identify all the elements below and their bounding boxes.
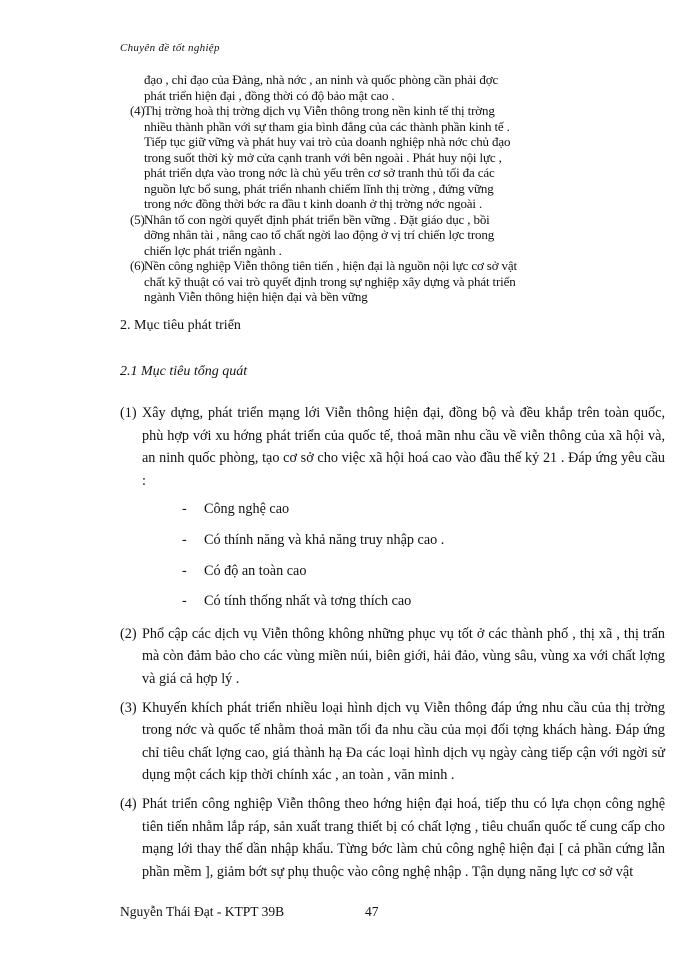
text-line: Nền công nghiệp Viễn thông tiên tiến , hiện đại là nguồn nội lực cơ sở vật	[144, 258, 517, 273]
objective-item-2	[120, 623, 665, 691]
text-line: nhiều thành phần với sự tham gia bình đẳng của các thành phần kinh tế .	[144, 118, 510, 134]
bullet-text: Công nghệ cao	[204, 501, 290, 518]
text-line: phát triển dựa vào trong nớc là chủ yếu trên cơ sở tranh thủ tối đa các	[144, 165, 495, 180]
paragraph: Khuyến khích phát triển nhiều loại hình dịch vụ Viễn thông đáp ứng nhu cầu của thị trờng trong nớc và quốc tế nhằm thoả mãn tối đa nhu cầu của mọi đối tợng khách hàng. Đáp ứng chỉ tiêu chất lợng cao, giá thành hạ Đa các loại hình dịch vụ ngày càng tiếp cận với ngời sử dụng một cách kịp thời chính xác , an toàn , văn minh .	[142, 699, 665, 784]
item-number: (4)	[130, 103, 145, 118]
dash-icon: -	[182, 562, 187, 579]
text-line: Tiếp tục giữ vững và phát huy vai trò của doanh nghiệp nhà nớc chủ đạo	[144, 134, 511, 149]
text-line: dỡng nhân tài , nâng cao tố chất ngời lao động ở vị trí chiến lợc trong	[144, 227, 495, 242]
objectives-list	[120, 402, 665, 885]
item-number: (2)	[120, 625, 137, 642]
principle-item-6	[130, 258, 650, 305]
text-line: đạo , chỉ đạo của Đảng, nhà nớc , an ninh và quốc phòng cần phải đợc	[144, 72, 499, 87]
continuation-block	[130, 72, 650, 305]
paragraph: Xây dựng, phát triển mạng lới Viễn thông hiện đại, đồng bộ và đều khắp trên toàn quốc, phù hợp với xu hớng phát triển của quốc tế, thoả mãn nhu cầu về viễn thông của xã hội và, an ninh quốc phòng, tạo cơ sở cho việc xã hội hoá cao vào đầu thế kỷ 21 . Đáp ứng yêu cầu :	[142, 405, 665, 489]
page-number: 47	[365, 904, 379, 919]
footer-author: Nguyễn Thái Đạt - KTPT 39B	[120, 904, 285, 919]
dash-icon: -	[182, 531, 187, 548]
principle-item-5	[130, 212, 650, 259]
item-number: (4)	[120, 795, 137, 812]
paragraph: Phổ cập các dịch vụ Viễn thông không những phục vụ tốt ở các thành phố , thị xã , thị trấn mà còn đảm bảo cho các vùng miền núi, biên giới, hải đảo, vùng sâu, vùng xa với chất lợng và giá cả hợp lý .	[142, 625, 665, 687]
text-line: ngành Viễn thông hiện hiện đại và bền vững	[144, 289, 368, 304]
text-line: Nhân tố con ngời quyết định phát triển bền vững . Đặt giáo dục , bồi	[144, 211, 490, 227]
bullet-list	[142, 498, 665, 612]
section-title: 2. Mục tiêu phát triển	[120, 318, 241, 333]
principle-item-4	[130, 103, 650, 212]
text-line: chiến lợc phát triển ngành .	[144, 242, 282, 258]
text-line: phát triển hiện đại , đồng thời có độ bảo mật cao .	[144, 87, 395, 103]
text-line: nguồn lực bổ sung, phát triển nhanh chiếm lĩnh thị trờng , đứng vững	[144, 180, 494, 196]
objective-item-3	[120, 697, 665, 787]
objective-item-1	[120, 402, 665, 621]
page-header: Chuyên đề tốt nghiệp	[120, 42, 220, 54]
text-line: trong nớc đồng thời bớc ra đầu t kinh doanh ở thị trờng nớc ngoài .	[144, 196, 483, 211]
text-line: Thị trờng hoà thị trờng dịch vụ Viễn thông trong nền kinh tế thị trờng	[144, 103, 495, 118]
item-number: (6)	[130, 258, 145, 273]
subsection-title: 2.1 Mục tiêu tổng quát	[120, 364, 248, 379]
bullet-text: Có độ an toàn cao	[204, 562, 307, 579]
bullet-item	[142, 590, 665, 613]
dash-icon: -	[182, 593, 187, 610]
text-line: chất kỹ thuật có vai trò quyết định trong sự nghiệp xây dựng và phát triển	[144, 273, 516, 289]
dash-icon: -	[182, 501, 187, 518]
text-line: trong suốt thời kỳ mở cửa cạnh tranh với bên ngoài . Phát huy nội lực ,	[144, 149, 502, 165]
bullet-item	[142, 498, 665, 521]
paragraph: Phát triển công nghiệp Viễn thông theo hớng hiện đại hoá, tiếp thu có lựa chọn công nghệ tiên tiến nhằm lắp ráp, sản xuất trang thiết bị có chất lợng , tiêu chuẩn quốc tế cung cấp cho mạng lới thay thế dần nhập khẩu. Từng bớc làm chủ công nghệ hiện đại [ cả phần cứng lẫn phần mềm ], giảm bớt sự phụ thuộc vào công nghệ nhập . Tận dụng năng lực cơ sở vật	[142, 795, 665, 880]
item-number: (3)	[120, 699, 137, 716]
bullet-text: Có thính năng và khả năng truy nhập cao .	[204, 531, 445, 548]
bullet-text: Có tính thống nhất và tơng thích cao	[204, 593, 412, 610]
item-number: (5)	[130, 211, 145, 227]
item-number: (1)	[120, 405, 137, 421]
objective-item-4	[120, 793, 665, 883]
bullet-item	[142, 560, 665, 583]
bullet-item	[142, 529, 665, 552]
